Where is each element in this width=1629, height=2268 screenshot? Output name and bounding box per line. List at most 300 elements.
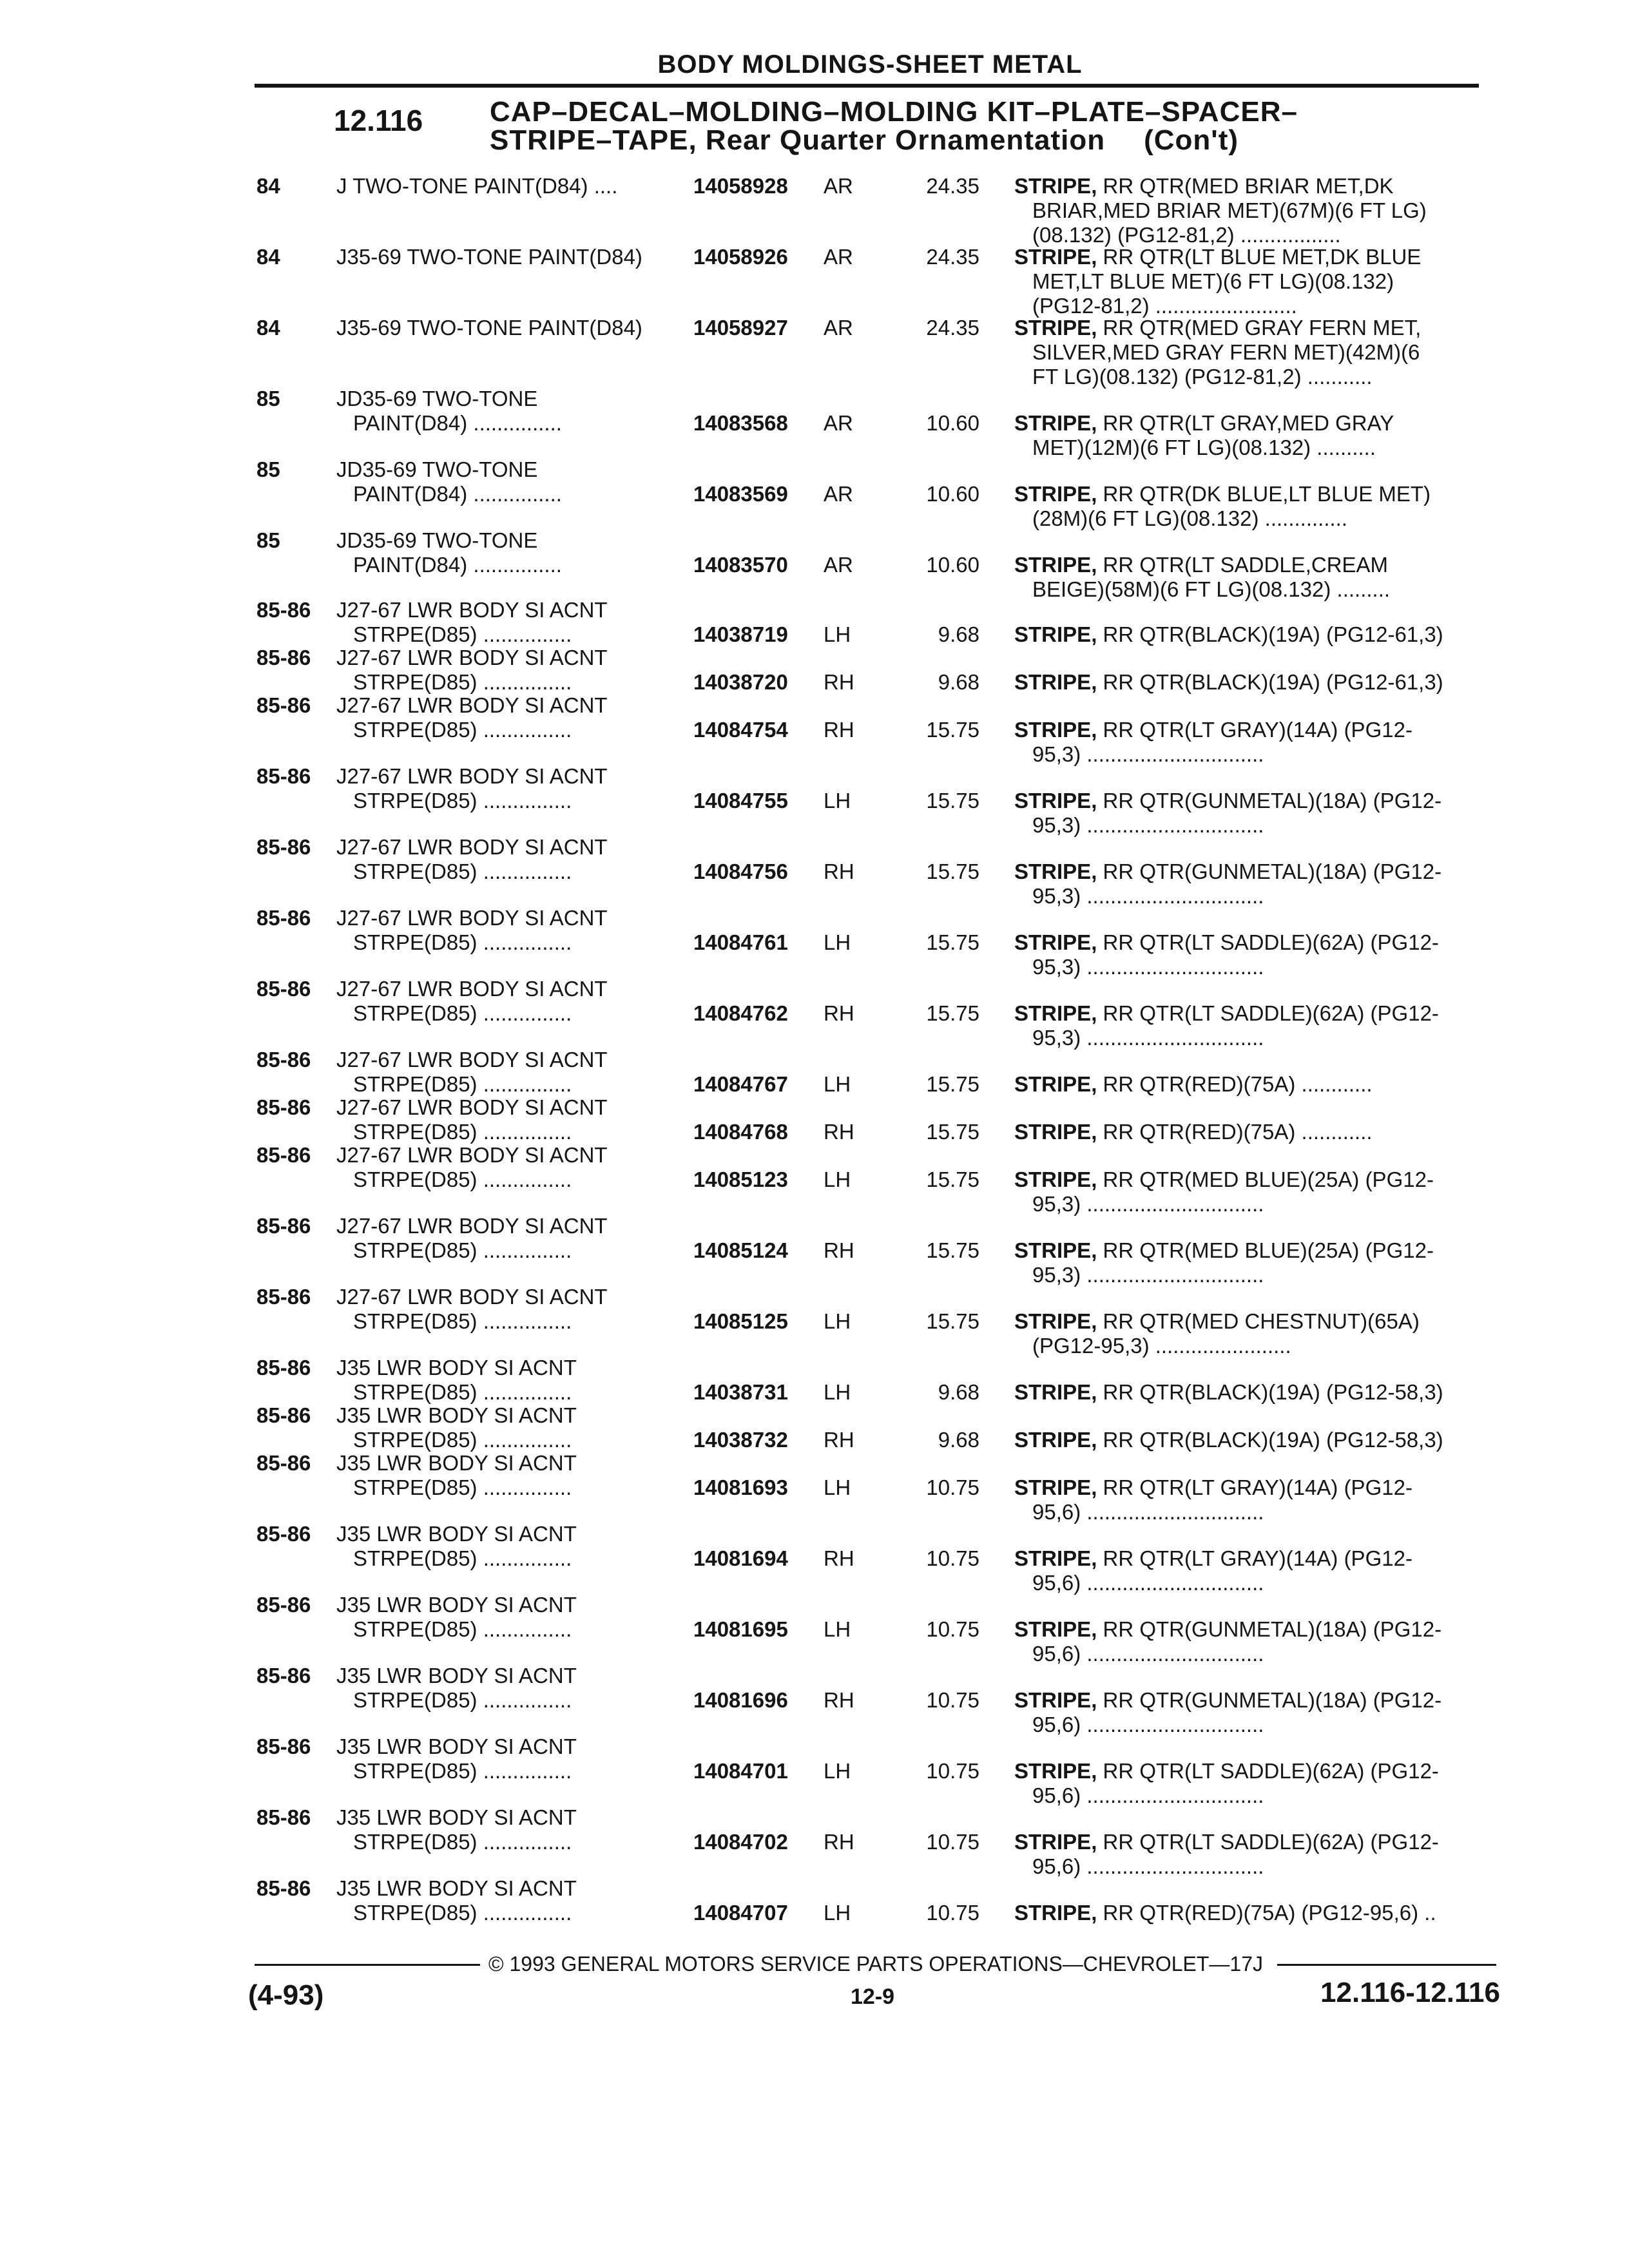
price: 15.75 [926, 1309, 979, 1333]
part-noun: STRIPE, [1014, 1001, 1097, 1025]
price: 24.35 [926, 245, 979, 269]
model-year: 85-86 [256, 1876, 311, 1900]
running-title: BODY MOLDINGS-SHEET METAL [657, 50, 1083, 79]
part-description [1014, 1309, 1491, 1358]
part-description-text: RR QTR(MED BRIAR MET,DK [1097, 174, 1394, 198]
part-description [1014, 1830, 1491, 1879]
price: 15.75 [926, 1001, 979, 1025]
part-description-text: RR QTR(MED BLUE)(25A) (PG12- [1097, 1168, 1434, 1191]
section-number: 12.116 [334, 104, 423, 137]
part-description-cont: (08.132) (PG12-81,2) ................. [1032, 223, 1341, 247]
part-number: 14084701 [693, 1759, 788, 1783]
part-description-text: RR QTR(RED)(75A) ............ [1097, 1120, 1373, 1144]
part-description [1014, 482, 1491, 531]
model-year: 85 [256, 387, 280, 410]
part-description-text: RR QTR(GUNMETAL)(18A) (PG12- [1097, 1617, 1442, 1641]
usage-description: J27-67 LWR BODY SI ACNT [336, 977, 608, 1001]
part-noun: STRIPE, [1014, 1309, 1097, 1333]
part-description [1014, 622, 1491, 647]
usage-description-cont: STRPE(D85) ............... [353, 1168, 572, 1191]
side-code: LH [824, 1759, 851, 1783]
section-range: 12.116-12.116 [1320, 1977, 1500, 2008]
side-code: RH [824, 1546, 854, 1570]
price: 15.75 [926, 1168, 979, 1191]
part-description-first-line [1014, 1120, 1373, 1144]
usage-description: J35-69 TWO-TONE PAINT(D84) [336, 245, 642, 269]
part-description-text: RR QTR(LT GRAY)(14A) (PG12- [1097, 1546, 1412, 1570]
footer-rule-left [255, 1964, 480, 1966]
usage-description-cont: STRPE(D85) ............... [353, 930, 572, 954]
side-code: LH [824, 1475, 851, 1499]
part-description [1014, 930, 1491, 979]
side-code: RH [824, 1688, 854, 1712]
price: 10.75 [926, 1901, 979, 1925]
copyright-notice: © 1993 GENERAL MOTORS SERVICE PARTS OPERATIONS—CHEVROLET—17J [488, 1952, 1263, 1975]
usage-description: J35 LWR BODY SI ACNT [336, 1876, 577, 1900]
part-noun: STRIPE, [1014, 1120, 1097, 1144]
model-year: 85-86 [256, 646, 311, 669]
price: 9.68 [938, 622, 979, 646]
price: 10.75 [926, 1546, 979, 1570]
usage-description-cont: PAINT(D84) ............... [353, 553, 562, 577]
usage-description: J35 LWR BODY SI ACNT [336, 1593, 577, 1617]
model-year: 85 [256, 528, 280, 552]
part-description [1014, 670, 1491, 695]
part-number: 14058927 [693, 316, 788, 340]
price: 10.60 [926, 482, 979, 506]
part-description-first-line [1014, 553, 1388, 577]
model-year: 85-86 [256, 1356, 311, 1379]
price: 15.75 [926, 930, 979, 954]
part-description-cont: SILVER,MED GRAY FERN MET)(42M)(6 [1032, 340, 1420, 364]
usage-description-cont: STRPE(D85) ............... [353, 1901, 572, 1925]
part-description-first-line [1014, 1072, 1373, 1096]
price: 24.35 [926, 174, 979, 198]
part-description-first-line [1014, 482, 1431, 506]
usage-description: J27-67 LWR BODY SI ACNT [336, 1095, 608, 1119]
usage-description: J35 LWR BODY SI ACNT [336, 1451, 577, 1475]
part-description [1014, 1688, 1491, 1737]
side-code: AR [824, 411, 853, 435]
part-description-cont: MET,LT BLUE MET)(6 FT LG)(08.132) [1032, 269, 1394, 293]
part-description-first-line [1014, 1168, 1434, 1191]
part-description-text: RR QTR(MED CHESTNUT)(65A) [1097, 1309, 1420, 1333]
model-year: 85-86 [256, 1805, 311, 1829]
side-code: LH [824, 1901, 851, 1925]
part-description-text: RR QTR(LT SADDLE)(62A) (PG12- [1097, 1830, 1439, 1854]
usage-description: J27-67 LWR BODY SI ACNT [336, 835, 608, 859]
usage-description-cont: STRPE(D85) ............... [353, 860, 572, 883]
side-code: RH [824, 860, 854, 883]
usage-description: J27-67 LWR BODY SI ACNT [336, 1143, 608, 1167]
usage-description-cont: STRPE(D85) ............... [353, 1759, 572, 1783]
model-year: 84 [256, 174, 280, 198]
usage-description: JD35-69 TWO-TONE [336, 387, 538, 410]
part-description-first-line [1014, 1001, 1439, 1025]
part-noun: STRIPE, [1014, 670, 1097, 694]
model-year: 85-86 [256, 906, 311, 930]
price: 15.75 [926, 1072, 979, 1096]
side-code: LH [824, 789, 851, 812]
part-number: 14084755 [693, 789, 788, 812]
model-year: 85-86 [256, 1522, 311, 1546]
part-description [1014, 1238, 1491, 1287]
price: 10.75 [926, 1617, 979, 1641]
part-number: 14084762 [693, 1001, 788, 1025]
model-year: 85-86 [256, 598, 311, 622]
side-code: AR [824, 316, 853, 340]
model-year: 85-86 [256, 1451, 311, 1475]
part-description-first-line [1014, 316, 1421, 340]
price: 10.75 [926, 1759, 979, 1783]
model-year: 85-86 [256, 693, 311, 717]
part-description-cont: 95,6) .............................. [1032, 1783, 1264, 1807]
price: 10.75 [926, 1688, 979, 1712]
section-title-line-1: CAP–DECAL–MOLDING–MOLDING KIT–PLATE–SPACER– [490, 96, 1298, 128]
part-description-cont: (28M)(6 FT LG)(08.132) .............. [1032, 506, 1348, 530]
usage-description-cont: STRPE(D85) ............... [353, 1238, 572, 1262]
part-number: 14085124 [693, 1238, 788, 1262]
part-description [1014, 1380, 1491, 1405]
price: 15.75 [926, 789, 979, 812]
side-code: LH [824, 1309, 851, 1333]
part-description-cont: 95,3) .............................. [1032, 1026, 1264, 1050]
usage-description: J35 LWR BODY SI ACNT [336, 1522, 577, 1546]
usage-description: J27-67 LWR BODY SI ACNT [336, 906, 608, 930]
section-title-line-2-text: STRIPE–TAPE, Rear Quarter Ornamentation [490, 124, 1106, 156]
part-description [1014, 718, 1491, 767]
part-noun: STRIPE, [1014, 718, 1097, 742]
usage-description: J35 LWR BODY SI ACNT [336, 1403, 577, 1427]
part-description-cont: FT LG)(08.132) (PG12-81,2) ........... [1032, 365, 1373, 389]
part-description-text: RR QTR(MED BLUE)(25A) (PG12- [1097, 1238, 1434, 1262]
model-year: 85-86 [256, 1095, 311, 1119]
part-description-first-line [1014, 1901, 1436, 1925]
part-number: 14084761 [693, 930, 788, 954]
model-year: 84 [256, 245, 280, 269]
part-number: 14058926 [693, 245, 788, 269]
side-code: AR [824, 553, 853, 577]
part-noun: STRIPE, [1014, 1688, 1097, 1712]
part-noun: STRIPE, [1014, 174, 1097, 198]
part-number: 14084707 [693, 1901, 788, 1925]
part-description-first-line [1014, 718, 1412, 742]
part-noun: STRIPE, [1014, 1901, 1097, 1925]
part-number: 14084768 [693, 1120, 788, 1144]
part-description-text: RR QTR(LT SADDLE)(62A) (PG12- [1097, 930, 1439, 954]
usage-description: J TWO-TONE PAINT(D84) .... [336, 174, 618, 198]
part-noun: STRIPE, [1014, 930, 1097, 954]
part-number: 14084702 [693, 1830, 788, 1854]
part-description-text: RR QTR(LT GRAY)(14A) (PG12- [1097, 1475, 1412, 1499]
usage-description: JD35-69 TWO-TONE [336, 528, 538, 552]
price: 10.60 [926, 553, 979, 577]
part-noun: STRIPE, [1014, 482, 1097, 506]
part-description-cont: 95,6) .............................. [1032, 1500, 1264, 1524]
usage-description-cont: STRPE(D85) ............... [353, 1428, 572, 1452]
usage-description: J35 LWR BODY SI ACNT [336, 1805, 577, 1829]
part-description-text: RR QTR(LT SADDLE)(62A) (PG12- [1097, 1759, 1439, 1783]
part-number: 14038731 [693, 1380, 788, 1404]
part-number: 14085123 [693, 1168, 788, 1191]
part-noun: STRIPE, [1014, 1617, 1097, 1641]
usage-description: J27-67 LWR BODY SI ACNT [336, 1214, 608, 1238]
part-description [1014, 1072, 1491, 1097]
model-year: 85-86 [256, 1664, 311, 1687]
part-description-first-line [1014, 1759, 1439, 1783]
section-continued: (Con't) [1144, 124, 1239, 156]
part-description-cont: MET)(12M)(6 FT LG)(08.132) .......... [1032, 436, 1376, 459]
model-year: 85-86 [256, 1143, 311, 1167]
part-description-text: RR QTR(LT GRAY)(14A) (PG12- [1097, 718, 1412, 742]
side-code: LH [824, 1072, 851, 1096]
part-description-first-line [1014, 1830, 1439, 1854]
side-code: LH [824, 622, 851, 646]
side-code: AR [824, 482, 853, 506]
price: 15.75 [926, 860, 979, 883]
side-code: RH [824, 1830, 854, 1854]
part-noun: STRIPE, [1014, 1475, 1097, 1499]
part-description-cont: BRIAR,MED BRIAR MET)(67M)(6 FT LG) [1032, 198, 1427, 222]
part-number: 14083568 [693, 411, 788, 435]
part-description [1014, 1901, 1491, 1925]
usage-description: J27-67 LWR BODY SI ACNT [336, 1285, 608, 1309]
part-description-text: RR QTR(BLACK)(19A) (PG12-58,3) [1097, 1428, 1443, 1452]
part-description-first-line [1014, 1428, 1443, 1452]
model-year: 85-86 [256, 1593, 311, 1617]
side-code: AR [824, 174, 853, 198]
usage-description-cont: STRPE(D85) ............... [353, 1546, 572, 1570]
usage-description: J35-69 TWO-TONE PAINT(D84) [336, 316, 642, 340]
part-description [1014, 1546, 1491, 1595]
part-description-cont: 95,3) .............................. [1032, 955, 1264, 979]
part-noun: STRIPE, [1014, 1428, 1097, 1452]
part-number: 14084767 [693, 1072, 788, 1096]
part-description [1014, 174, 1491, 247]
part-description-text: RR QTR(RED)(75A) (PG12-95,6) .. [1097, 1901, 1436, 1925]
usage-description-cont: STRPE(D85) ............... [353, 1120, 572, 1144]
part-noun: STRIPE, [1014, 1238, 1097, 1262]
part-description-text: RR QTR(LT BLUE MET,DK BLUE [1097, 245, 1422, 269]
price: 15.75 [926, 1120, 979, 1144]
usage-description: J35 LWR BODY SI ACNT [336, 1735, 577, 1758]
part-description-first-line [1014, 860, 1441, 883]
part-description-first-line [1014, 174, 1394, 198]
usage-description: J27-67 LWR BODY SI ACNT [336, 764, 608, 788]
part-noun: STRIPE, [1014, 1380, 1097, 1404]
part-description-first-line [1014, 1238, 1434, 1262]
part-description [1014, 1428, 1491, 1452]
part-description [1014, 245, 1491, 318]
model-year: 85-86 [256, 764, 311, 788]
part-description-cont: 95,3) .............................. [1032, 884, 1264, 908]
part-description-text: RR QTR(LT SADDLE)(62A) (PG12- [1097, 1001, 1439, 1025]
usage-description: J35 LWR BODY SI ACNT [336, 1356, 577, 1379]
part-description-cont: 95,3) .............................. [1032, 813, 1264, 837]
part-noun: STRIPE, [1014, 1168, 1097, 1191]
part-description-text: RR QTR(MED GRAY FERN MET, [1097, 316, 1422, 340]
part-description-text: RR QTR(RED)(75A) ............ [1097, 1072, 1373, 1096]
model-year: 85 [256, 457, 280, 481]
usage-description-cont: STRPE(D85) ............... [353, 718, 572, 742]
side-code: RH [824, 1428, 854, 1452]
part-description-first-line [1014, 1380, 1443, 1404]
part-number: 14085125 [693, 1309, 788, 1333]
price: 10.75 [926, 1475, 979, 1499]
part-description-first-line [1014, 622, 1443, 646]
part-number: 14083570 [693, 553, 788, 577]
part-description [1014, 1120, 1491, 1144]
model-year: 84 [256, 316, 280, 340]
usage-description-cont: STRPE(D85) ............... [353, 1380, 572, 1404]
part-description-first-line [1014, 1688, 1441, 1712]
part-description-cont: (PG12-95,3) ....................... [1032, 1334, 1291, 1358]
part-description-cont: (PG12-81,2) ........................ [1032, 294, 1297, 318]
usage-description-cont: STRPE(D85) ............... [353, 1475, 572, 1499]
part-description-text: RR QTR(BLACK)(19A) (PG12-61,3) [1097, 670, 1443, 694]
part-description-text: RR QTR(BLACK)(19A) (PG12-58,3) [1097, 1380, 1443, 1404]
part-description-cont: 95,6) .............................. [1032, 1713, 1264, 1736]
side-code: RH [824, 718, 854, 742]
part-number: 14038719 [693, 622, 788, 646]
part-description-cont: 95,6) .............................. [1032, 1571, 1264, 1595]
usage-description-cont: STRPE(D85) ............... [353, 1001, 572, 1025]
footer-rule-right [1277, 1964, 1496, 1966]
part-description [1014, 553, 1491, 602]
usage-description-cont: STRPE(D85) ............... [353, 1072, 572, 1096]
part-description-text: RR QTR(DK BLUE,LT BLUE MET) [1097, 482, 1431, 506]
usage-description-cont: STRPE(D85) ............... [353, 789, 572, 812]
price: 9.68 [938, 1428, 979, 1452]
side-code: AR [824, 245, 853, 269]
usage-description-cont: STRPE(D85) ............... [353, 1309, 572, 1333]
usage-description: J27-67 LWR BODY SI ACNT [336, 646, 608, 669]
side-code: RH [824, 1001, 854, 1025]
model-year: 85-86 [256, 1285, 311, 1309]
part-description [1014, 411, 1491, 460]
usage-description-cont: STRPE(D85) ............... [353, 670, 572, 694]
side-code: RH [824, 1238, 854, 1262]
part-noun: STRIPE, [1014, 789, 1097, 812]
part-noun: STRIPE, [1014, 622, 1097, 646]
part-noun: STRIPE, [1014, 1759, 1097, 1783]
part-description-cont: 95,3) .............................. [1032, 1263, 1264, 1287]
side-code: LH [824, 930, 851, 954]
part-number: 14083569 [693, 482, 788, 506]
side-code: LH [824, 1380, 851, 1404]
usage-description-cont: PAINT(D84) ............... [353, 482, 562, 506]
part-description-cont: 95,3) .............................. [1032, 1192, 1264, 1216]
part-description [1014, 860, 1491, 908]
part-noun: STRIPE, [1014, 411, 1097, 435]
usage-description: JD35-69 TWO-TONE [336, 457, 538, 481]
model-year: 85-86 [256, 977, 311, 1001]
date-code: (4-93) [248, 1979, 324, 2011]
part-description [1014, 789, 1491, 838]
part-description [1014, 1617, 1491, 1666]
price: 9.68 [938, 670, 979, 694]
usage-description: J35 LWR BODY SI ACNT [336, 1664, 577, 1687]
part-description [1014, 316, 1491, 389]
part-noun: STRIPE, [1014, 1830, 1097, 1854]
model-year: 85-86 [256, 1214, 311, 1238]
model-year: 85-86 [256, 835, 311, 859]
part-number: 14081693 [693, 1475, 788, 1499]
price: 15.75 [926, 718, 979, 742]
part-noun: STRIPE, [1014, 860, 1097, 883]
part-description-first-line [1014, 411, 1394, 435]
model-year: 85-86 [256, 1735, 311, 1758]
part-number: 14038732 [693, 1428, 788, 1452]
side-code: RH [824, 670, 854, 694]
part-description-text: RR QTR(GUNMETAL)(18A) (PG12- [1097, 860, 1442, 883]
side-code: RH [824, 1120, 854, 1144]
usage-description: J27-67 LWR BODY SI ACNT [336, 693, 608, 717]
model-year: 85-86 [256, 1403, 311, 1427]
usage-description-cont: STRPE(D85) ............... [353, 1688, 572, 1712]
side-code: LH [824, 1617, 851, 1641]
part-description-cont: BEIGE)(58M)(6 FT LG)(08.132) ......... [1032, 577, 1391, 601]
part-number: 14081694 [693, 1546, 788, 1570]
price: 15.75 [926, 1238, 979, 1262]
part-number: 14084756 [693, 860, 788, 883]
part-description-cont: 95,6) .............................. [1032, 1854, 1264, 1878]
price: 10.75 [926, 1830, 979, 1854]
part-description-first-line [1014, 670, 1443, 694]
part-description-first-line [1014, 245, 1421, 269]
part-description-first-line [1014, 1546, 1412, 1570]
usage-description: J27-67 LWR BODY SI ACNT [336, 1048, 608, 1072]
usage-description-cont: STRPE(D85) ............... [353, 1830, 572, 1854]
usage-description-cont: STRPE(D85) ............... [353, 1617, 572, 1641]
part-description-text: RR QTR(GUNMETAL)(18A) (PG12- [1097, 1688, 1442, 1712]
part-description [1014, 1001, 1491, 1050]
model-year: 85-86 [256, 1048, 311, 1072]
part-number: 14058928 [693, 174, 788, 198]
price: 9.68 [938, 1380, 979, 1404]
part-description-first-line [1014, 930, 1439, 954]
part-description-text: RR QTR(LT GRAY,MED GRAY [1097, 411, 1394, 435]
part-noun: STRIPE, [1014, 316, 1097, 340]
usage-description: J27-67 LWR BODY SI ACNT [336, 598, 608, 622]
part-description-cont: 95,3) .............................. [1032, 742, 1264, 766]
part-description-text: RR QTR(GUNMETAL)(18A) (PG12- [1097, 789, 1442, 812]
part-noun: STRIPE, [1014, 245, 1097, 269]
part-number: 14084754 [693, 718, 788, 742]
usage-description-cont: STRPE(D85) ............... [353, 622, 572, 646]
part-description-text: RR QTR(BLACK)(19A) (PG12-61,3) [1097, 622, 1443, 646]
part-description-first-line [1014, 789, 1441, 812]
part-noun: STRIPE, [1014, 1072, 1097, 1096]
part-noun: STRIPE, [1014, 553, 1097, 577]
side-code: LH [824, 1168, 851, 1191]
page-number: 12-9 [851, 1984, 895, 2009]
usage-description-cont: PAINT(D84) ............... [353, 411, 562, 435]
part-number: 14038720 [693, 670, 788, 694]
part-noun: STRIPE, [1014, 1546, 1097, 1570]
part-description [1014, 1759, 1491, 1808]
price: 10.60 [926, 411, 979, 435]
price: 24.35 [926, 316, 979, 340]
part-description [1014, 1168, 1491, 1216]
part-description-first-line [1014, 1617, 1441, 1641]
part-description-first-line [1014, 1309, 1420, 1333]
part-description [1014, 1475, 1491, 1524]
part-number: 14081695 [693, 1617, 788, 1641]
part-description-text: RR QTR(LT SADDLE,CREAM [1097, 553, 1389, 577]
part-description-cont: 95,6) .............................. [1032, 1642, 1264, 1666]
part-number: 14081696 [693, 1688, 788, 1712]
